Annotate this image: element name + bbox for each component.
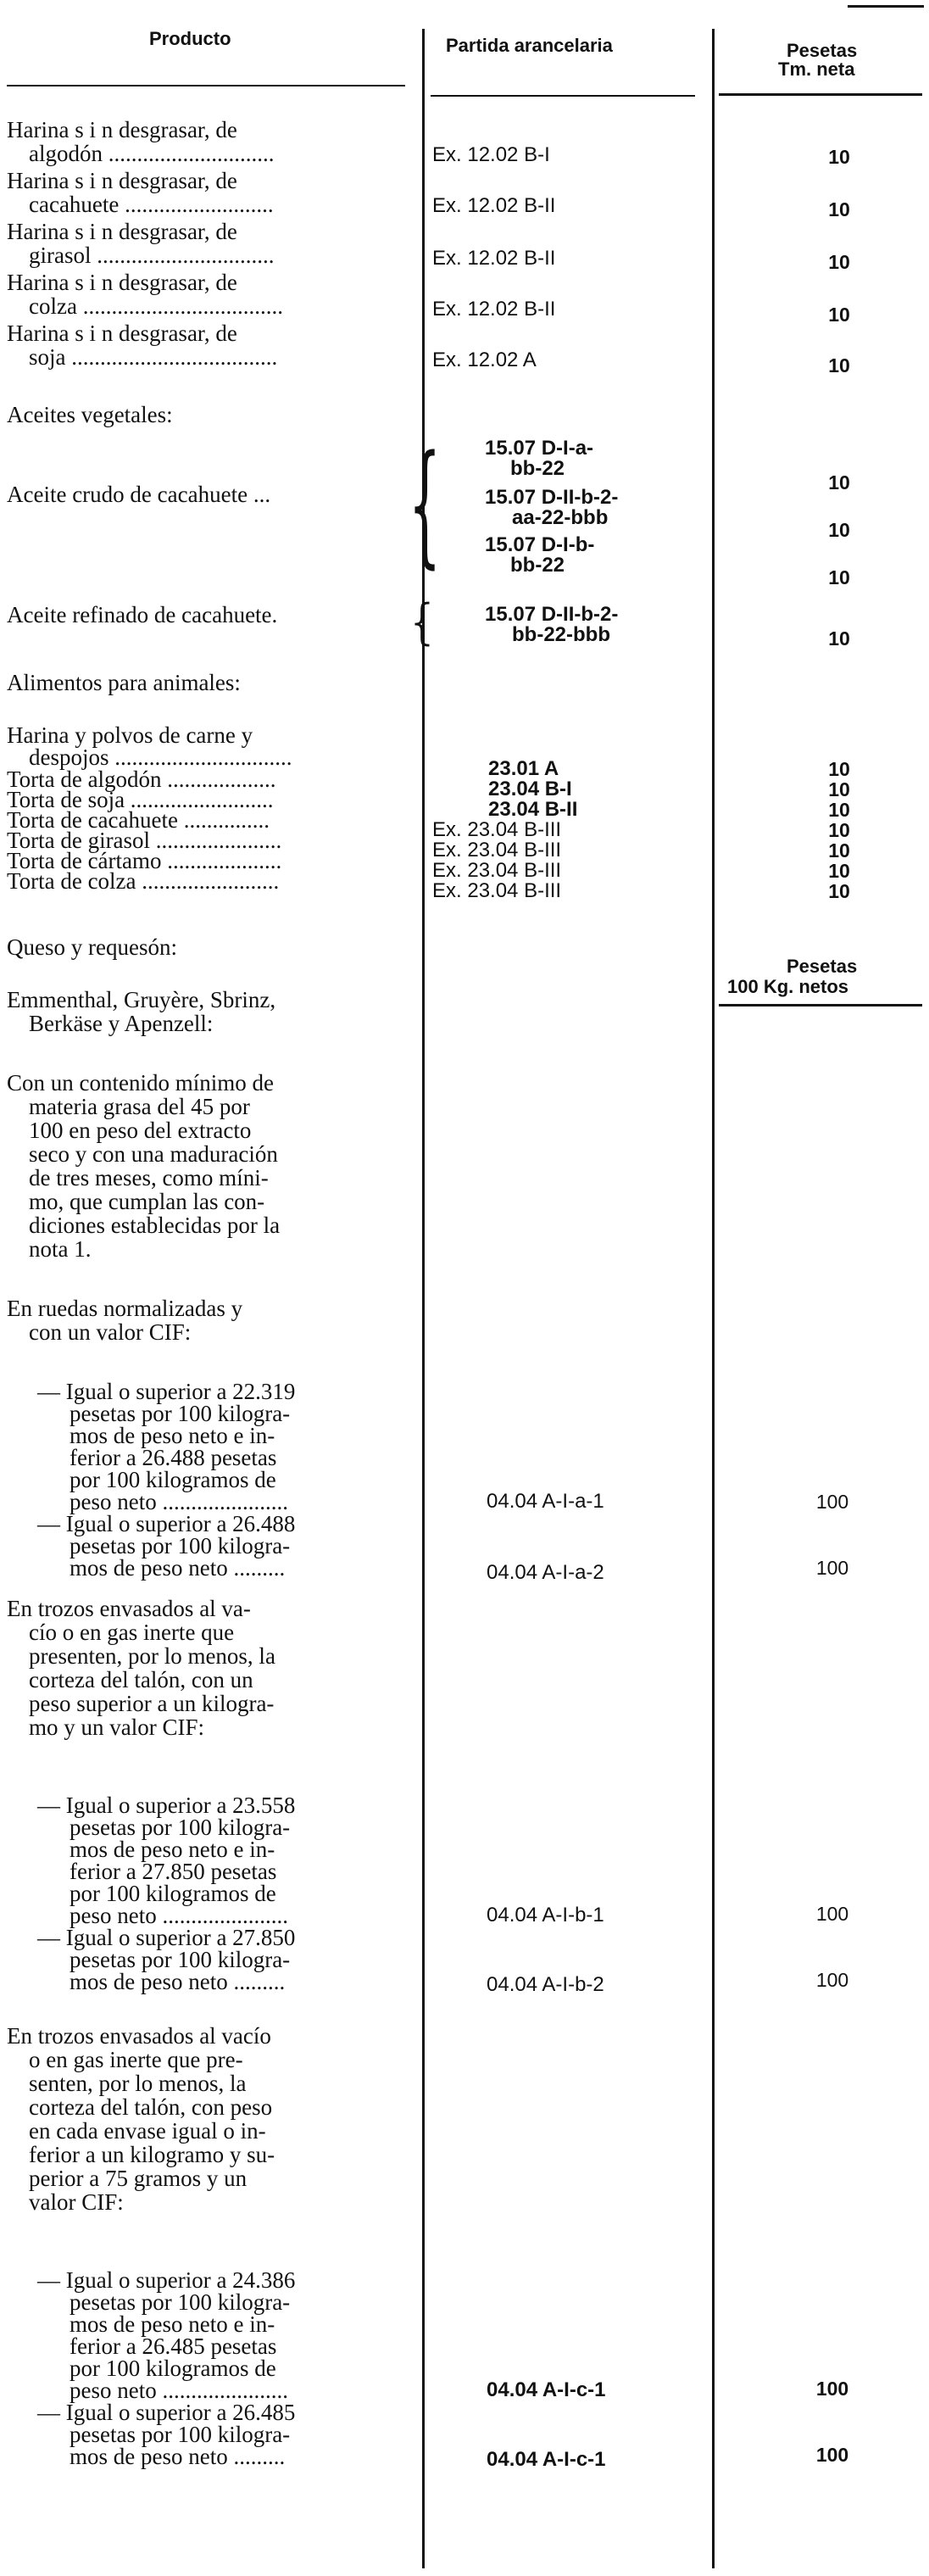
- trozos2-l2: o en gas inerte que pre-: [29, 2047, 243, 2072]
- torta-cacahuete: Torta de cacahuete ...............: [7, 807, 270, 833]
- r1-l4: ferior a 26.488 pesetas: [70, 1445, 277, 1470]
- c2-l1: — Igual o superior a 26.485: [37, 2400, 296, 2425]
- trozos2-l4: corteza del talón, con peso: [29, 2094, 273, 2120]
- cond-l4: seco y con una maduración: [29, 1141, 278, 1167]
- unit-rule: [719, 1004, 922, 1006]
- c1-l6: peso neto ......................: [70, 2378, 288, 2403]
- header-rule-col3: [719, 93, 922, 96]
- crudo-val-3: 10: [828, 566, 850, 588]
- alimentos-harina-l2: despojos ...............................: [29, 744, 292, 770]
- t2-l1: — Igual o superior a 27.850: [37, 1925, 296, 1950]
- column-divider-right: [712, 29, 715, 2568]
- queso-varieties-l1: Emmenthal, Gruyère, Sbrinz,: [7, 987, 276, 1012]
- queso-unit-l2: 100 Kg. netos: [727, 976, 849, 997]
- crudo-code-3-l1: 15.07 D-I-b-: [485, 533, 595, 556]
- cond-l7: diciones establecidas por la: [29, 1213, 281, 1238]
- column-divider-left: [422, 29, 425, 2568]
- t1-val: 100: [815, 1903, 849, 1925]
- alimentos-code-5: Ex. 23.04 B-III: [432, 839, 562, 861]
- harina-4-val: 10: [828, 304, 850, 326]
- cond-l2: materia grasa del 45 por: [29, 1094, 250, 1119]
- torta-cartamo: Torta de cártamo ....................: [7, 848, 282, 873]
- alimentos-code-7: Ex. 23.04 B-III: [432, 879, 562, 902]
- t2-l2: pesetas por 100 kilogra-: [70, 1947, 291, 1972]
- c2-code: 04.04 A-I-c-1: [487, 2448, 606, 2471]
- brace-refinado: {: [410, 594, 434, 651]
- trozos1-l1: En trozos envasados al va-: [7, 1596, 251, 1621]
- r2-code: 04.04 A-I-a-2: [487, 1561, 604, 1584]
- alimentos-title: Alimentos para animales:: [7, 670, 241, 695]
- r2-l1: — Igual o superior a 26.488: [37, 1511, 296, 1536]
- crudo-val-1: 10: [828, 471, 850, 493]
- alimentos-code-4: Ex. 23.04 B-III: [432, 818, 562, 841]
- brace-crudo: {: [409, 428, 442, 583]
- c2-val: 100: [815, 2444, 849, 2466]
- r2-val: 100: [815, 1557, 849, 1579]
- c1-code: 04.04 A-I-c-1: [487, 2378, 606, 2401]
- alimentos-val-3: 10: [828, 799, 850, 821]
- alimentos-code-2: 23.04 B-I: [488, 778, 572, 800]
- t1-l5: por 100 kilogramos de: [70, 1881, 276, 1906]
- trozos2-l3: senten, por lo menos, la: [29, 2071, 247, 2096]
- alimentos-val-2: 10: [828, 778, 850, 800]
- trozos1-l5: peso superior a un kilogra-: [29, 1691, 275, 1716]
- alimentos-harina-l1: Harina y polvos de carne y: [7, 722, 253, 748]
- r2-l2: pesetas por 100 kilogra-: [70, 1533, 291, 1558]
- header-tm-neta: Tm. neta: [778, 59, 855, 80]
- cond-l5: de tres meses, como míni-: [29, 1165, 269, 1190]
- trozos2-l7: perior a 75 gramos y un: [29, 2166, 248, 2191]
- c1-val: 100: [815, 2378, 849, 2400]
- cond-l3: 100 en peso del extracto: [29, 1118, 252, 1143]
- t1-l6: peso neto ......................: [70, 1903, 288, 1928]
- torta-soja: Torta de soja .........................: [7, 787, 274, 812]
- ruedas-l1: En ruedas normalizadas y: [7, 1296, 243, 1321]
- harina-3-val: 10: [828, 251, 850, 273]
- c2-l2: pesetas por 100 kilogra-: [70, 2422, 291, 2447]
- alimentos-code-3: 23.04 B-II: [488, 798, 578, 821]
- harina-4-code: Ex. 12.02 B-II: [432, 298, 556, 321]
- refinado-code-l1: 15.07 D-II-b-2-: [485, 603, 619, 626]
- t2-l3: mos de peso neto .........: [70, 1969, 286, 1994]
- harina-1-val: 10: [828, 146, 850, 168]
- cond-l1: Con un contenido mínimo de: [7, 1070, 274, 1096]
- harina-1-l1: Harina s i n desgrasar, de: [7, 117, 237, 142]
- r1-l3: mos de peso neto e in-: [70, 1423, 275, 1448]
- aceite-crudo-label: Aceite crudo de cacahuete ...: [7, 482, 271, 507]
- t2-val: 100: [815, 1969, 849, 1991]
- r1-val: 100: [815, 1491, 849, 1513]
- r1-l5: por 100 kilogramos de: [70, 1467, 276, 1492]
- alimentos-val-5: 10: [828, 839, 850, 861]
- crudo-code-2-l1: 15.07 D-II-b-2-: [485, 486, 619, 509]
- trozos1-l3: presenten, por lo menos, la: [29, 1643, 275, 1669]
- harina-5-code: Ex. 12.02 A: [432, 348, 537, 371]
- trozos2-l8: valor CIF:: [29, 2189, 124, 2215]
- t1-l1: — Igual o superior a 23.558: [37, 1793, 296, 1818]
- r1-code: 04.04 A-I-a-1: [487, 1490, 604, 1513]
- header-pesetas: Pesetas: [787, 40, 858, 61]
- t1-l2: pesetas por 100 kilogra-: [70, 1815, 291, 1840]
- alimentos-val-4: 10: [828, 819, 850, 841]
- harina-4-l2: colza ...................................: [29, 293, 283, 319]
- crudo-code-1-l1: 15.07 D-I-a-: [485, 437, 594, 460]
- c1-l2: pesetas por 100 kilogra-: [70, 2289, 291, 2315]
- header-rule-col2: [431, 95, 695, 97]
- torta-algodon: Torta de algodón ...................: [7, 767, 276, 792]
- r1-l6: peso neto ......................: [70, 1489, 288, 1514]
- trozos2-l1: En trozos envasados al vacío: [7, 2023, 271, 2049]
- crudo-code-3-l2: bb-22: [510, 554, 565, 577]
- crudo-code-1-l2: bb-22: [510, 457, 565, 480]
- header-rule-col1: [7, 85, 405, 86]
- harina-1-l2: algodón .............................: [29, 141, 275, 166]
- header-partida: Partida arancelaria: [446, 35, 613, 56]
- c1-l4: ferior a 26.485 pesetas: [70, 2333, 277, 2359]
- alimentos-val-7: 10: [828, 880, 850, 902]
- torta-girasol: Torta de girasol ......................: [7, 828, 282, 853]
- trozos1-l2: cío o en gas inerte que: [29, 1620, 235, 1645]
- r2-l3: mos de peso neto .........: [70, 1555, 286, 1581]
- alimentos-code-6: Ex. 23.04 B-III: [432, 859, 562, 882]
- t1-l3: mos de peso neto e in-: [70, 1837, 275, 1862]
- c2-l3: mos de peso neto .........: [70, 2444, 286, 2469]
- top-rule-right: [848, 5, 924, 8]
- r1-l1: — Igual o superior a 22.319: [37, 1379, 296, 1404]
- aceite-refinado-label: Aceite refinado de cacahuete.: [7, 602, 278, 627]
- harina-1-code: Ex. 12.02 B-I: [432, 143, 550, 166]
- c1-l3: mos de peso neto e in-: [70, 2311, 275, 2337]
- alimentos-val-6: 10: [828, 860, 850, 882]
- harina-2-val: 10: [828, 198, 850, 220]
- trozos2-l5: en cada envase igual o in-: [29, 2118, 266, 2144]
- harina-3-l2: girasol ...............................: [29, 243, 275, 268]
- c1-l5: por 100 kilogramos de: [70, 2356, 276, 2381]
- queso-unit-l1: Pesetas: [787, 956, 858, 977]
- crudo-code-2-l2: aa-22-bbb: [512, 506, 609, 529]
- torta-colza: Torta de colza ........................: [7, 868, 280, 894]
- harina-5-l1: Harina s i n desgrasar, de: [7, 321, 237, 346]
- harina-2-l2: cacahuete ..........................: [29, 192, 274, 217]
- header-producto: Producto: [149, 28, 231, 49]
- t2-code: 04.04 A-I-b-2: [487, 1973, 604, 1996]
- harina-3-code: Ex. 12.02 B-II: [432, 247, 556, 270]
- aceites-title: Aceites vegetales:: [7, 402, 173, 427]
- trozos1-l4: corteza del talón, con un: [29, 1667, 253, 1692]
- harina-2-l1: Harina s i n desgrasar, de: [7, 168, 237, 193]
- refinado-val: 10: [828, 627, 850, 650]
- t1-code: 04.04 A-I-b-1: [487, 1904, 604, 1926]
- cond-l6: mo, que cumplan las con-: [29, 1189, 265, 1214]
- queso-varieties-l2: Berkäse y Apenzell:: [29, 1011, 214, 1036]
- cond-l8: nota 1.: [29, 1236, 92, 1262]
- trozos2-l6: ferior a un kilogramo y su-: [29, 2142, 275, 2167]
- ruedas-l2: con un valor CIF:: [29, 1319, 192, 1345]
- harina-4-l1: Harina s i n desgrasar, de: [7, 270, 237, 295]
- harina-5-val: 10: [828, 354, 850, 376]
- trozos1-l6: mo y un valor CIF:: [29, 1715, 204, 1740]
- t1-l4: ferior a 27.850 pesetas: [70, 1859, 277, 1884]
- c1-l1: — Igual o superior a 24.386: [37, 2267, 296, 2293]
- crudo-val-2: 10: [828, 519, 850, 541]
- alimentos-code-1: 23.01 A: [488, 757, 559, 780]
- queso-title: Queso y requesón:: [7, 934, 177, 960]
- harina-3-l1: Harina s i n desgrasar, de: [7, 219, 237, 244]
- harina-5-l2: soja ....................................: [29, 344, 278, 370]
- r1-l2: pesetas por 100 kilogra-: [70, 1401, 291, 1426]
- harina-2-code: Ex. 12.02 B-II: [432, 194, 556, 217]
- refinado-code-l2: bb-22-bbb: [512, 623, 610, 646]
- alimentos-val-1: 10: [828, 758, 850, 780]
